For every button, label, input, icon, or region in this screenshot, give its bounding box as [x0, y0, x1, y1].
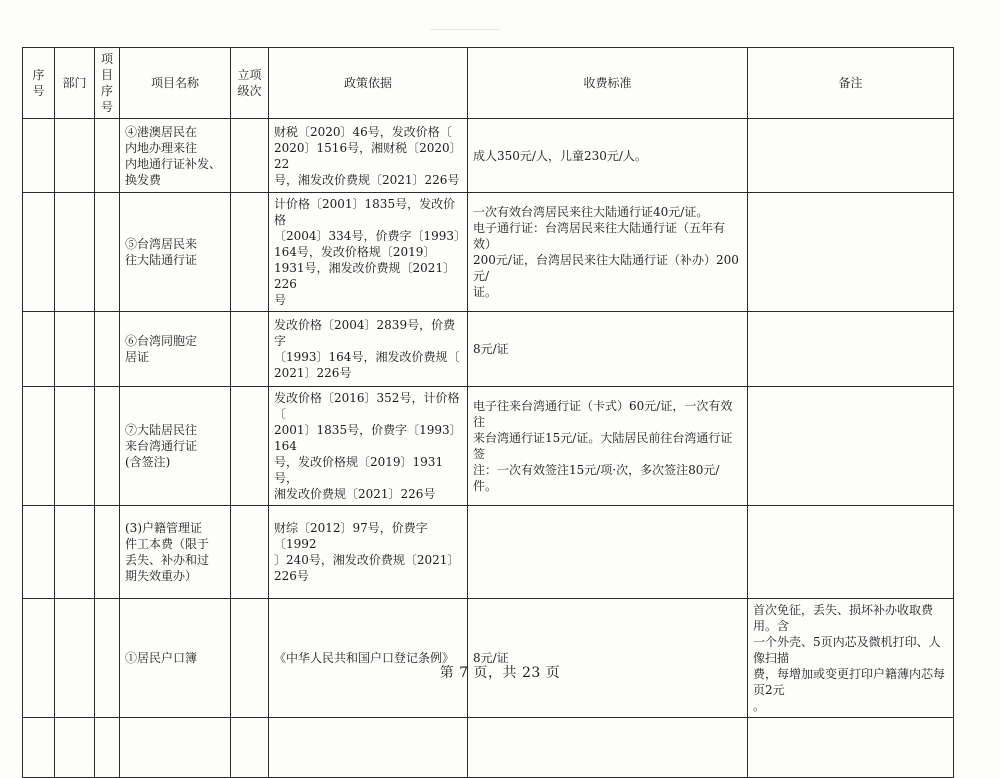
table-row [23, 387, 954, 506]
cell-item-name: (3)户籍管理证 件工本费（限于 丢失、补办和过 期失效重办） [120, 506, 231, 599]
cell-fee-standard: 8元/证 [468, 599, 748, 718]
cell-level [231, 312, 269, 387]
cell-fee-standard: 电子往来台湾通行证（卡式）60元/证，一次有效往 来台湾通行证15元/证。大陆居民前往台湾通行证签 注：一次有效签注15元/项·次，多次签注80元/件。 [468, 387, 748, 506]
cell-level [231, 506, 269, 599]
cell-note [748, 312, 954, 387]
header-seq: 序号 [23, 48, 55, 119]
cell-dept [55, 193, 95, 312]
cell-seq [23, 506, 55, 599]
cell-item-seq [95, 387, 120, 506]
cell-policy-basis: 发改价格〔2004〕2839号，价费字 〔1993〕164号，湘发改价费规〔 2021〕226号 [269, 312, 468, 387]
cell-policy-basis: 《中华人民共和国户口登记条例》 [269, 599, 468, 718]
cell-item-seq [95, 119, 120, 193]
cell-policy-basis: 发改价格〔2016〕352号，计价格〔 2001〕1835号，价费字〔1993〕164 号，发改价格规〔2019〕1931号， 湘发改价费规〔2021〕226号 [269, 387, 468, 506]
cell-dept [55, 599, 95, 718]
cell-item-name: ⑦大陆居民往 来台湾通行证 (含签注) [120, 387, 231, 506]
cell-policy-basis: 财综〔2012〕97号，价费字〔1992 〕240号，湘发改价费规〔2021〕 226号 [269, 506, 468, 599]
header-item-name: 项目名称 [120, 48, 231, 119]
header-fee-standard: 收费标准 [468, 48, 748, 119]
cell-item-name: ④港澳居民在 内地办理来往 内地通行证补发、 换发费 [120, 119, 231, 193]
cell-seq [23, 193, 55, 312]
cell-fee-standard: 成人350元/人，儿童230元/人。 [468, 119, 748, 193]
cell-item-seq [95, 718, 120, 778]
cell-item-seq [95, 506, 120, 599]
header-note: 备注 [748, 48, 954, 119]
header-dept: 部门 [55, 48, 95, 119]
cell-dept [55, 119, 95, 193]
table-row [23, 193, 954, 312]
cell-dept [55, 718, 95, 778]
cell-item-seq [95, 193, 120, 312]
cell-seq [23, 718, 55, 778]
cell-seq [23, 312, 55, 387]
cell-seq [23, 119, 55, 193]
page-number: 第 7 页，共 23 页 [439, 665, 561, 681]
cell-note [748, 718, 954, 778]
cell-item-seq [95, 599, 120, 718]
cell-seq [23, 387, 55, 506]
cell-policy-basis: 计价格〔2001〕1835号，发改价格 〔2004〕334号，价费字〔1993〕 164号，发改价格规〔2019〕 1931号，湘发改价费规〔2021〕226 号 [269, 193, 468, 312]
cell-dept [55, 506, 95, 599]
table-row [23, 506, 954, 599]
cell-level [231, 119, 269, 193]
cell-fee-standard [468, 718, 748, 778]
cell-note [748, 387, 954, 506]
cell-note: 首次免征，丢失、损坏补办收取费用。含 一个外壳、5页内芯及微机打印、人像扫描 费，每增加或变更打印户籍薄内芯每页2元 。 [748, 599, 954, 718]
cell-item-name [120, 718, 231, 778]
cell-dept [55, 387, 95, 506]
cell-note [748, 119, 954, 193]
header-level: 立项级次 [231, 48, 269, 119]
cell-fee-standard: 一次有效台湾居民来往大陆通行证40元/证。 电子通行证：台湾居民来往大陆通行证（五年有效） 200元/证，台湾居民来往大陆通行证（补办）200元/ 证。 [468, 193, 748, 312]
header-policy-basis: 政策依据 [269, 48, 468, 119]
table-row [23, 718, 954, 778]
cell-fee-standard: 8元/证 [468, 312, 748, 387]
cell-policy-basis: 财税〔2020〕46号，发改价格〔 2020〕1516号，湘财税〔2020〕22 号，湘发改价费规〔2021〕226号 [269, 119, 468, 193]
cell-item-name: ①居民户口簿 [120, 599, 231, 718]
cell-seq [23, 599, 55, 718]
cell-level [231, 387, 269, 506]
scan-bleed-mark [430, 29, 500, 40]
header-item-seq: 项目序号 [95, 48, 120, 119]
cell-policy-basis [269, 718, 468, 778]
table-row [23, 599, 954, 718]
cell-item-name: ⑥台湾同胞定 居证 [120, 312, 231, 387]
cell-note [748, 506, 954, 599]
cell-item-seq [95, 312, 120, 387]
cell-dept [55, 312, 95, 387]
cell-level [231, 599, 269, 718]
cell-item-name: ⑤台湾居民来 往大陆通行证 [120, 193, 231, 312]
header-row [23, 48, 954, 119]
cell-note [748, 193, 954, 312]
cell-level [231, 193, 269, 312]
table-row [23, 312, 954, 387]
cell-level [231, 718, 269, 778]
cell-fee-standard [468, 506, 748, 599]
table-row [23, 119, 954, 193]
